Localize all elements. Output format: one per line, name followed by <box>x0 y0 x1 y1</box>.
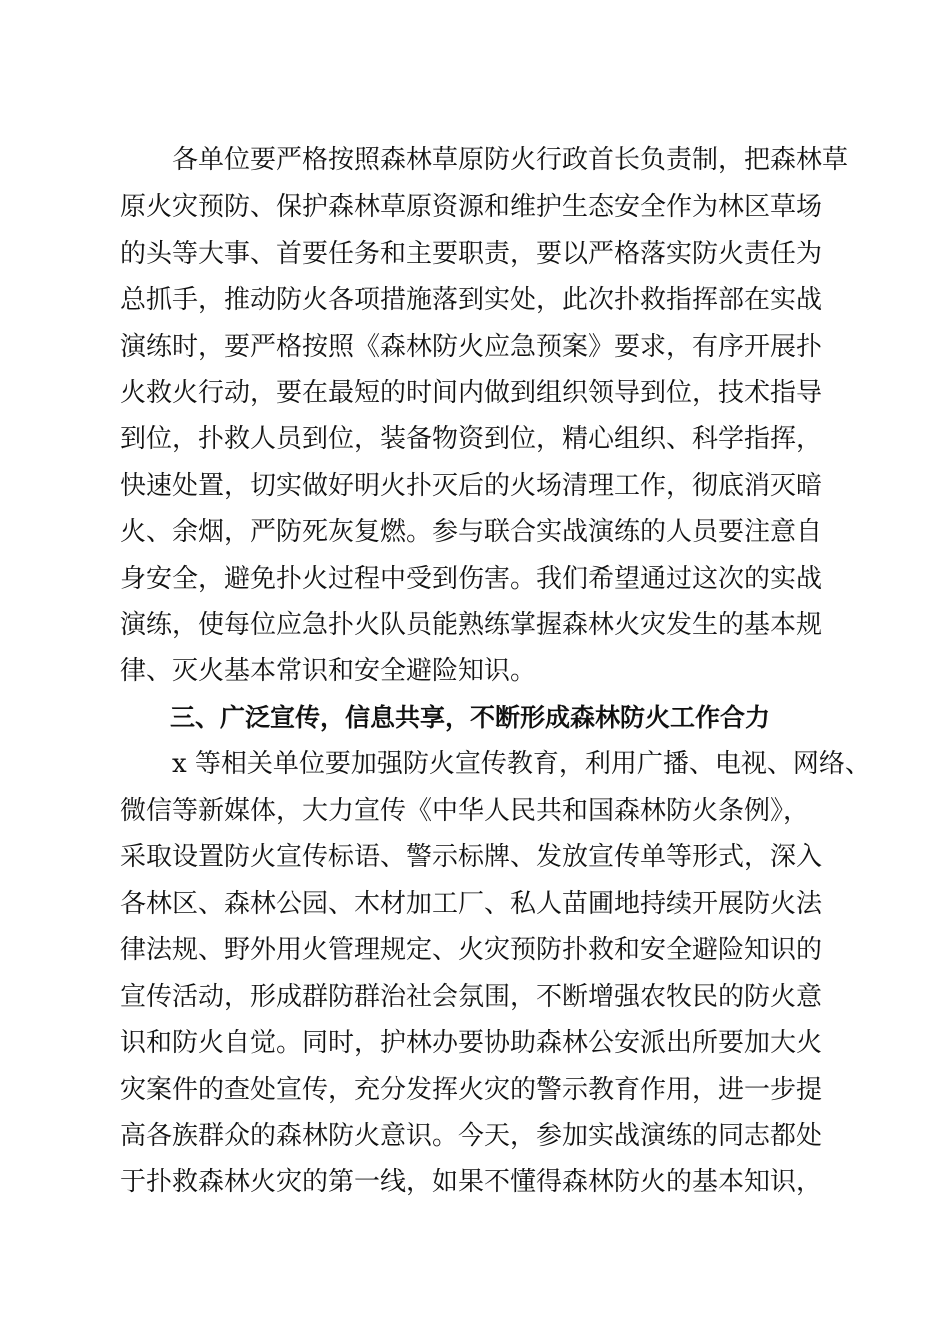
paragraph-line: x 等相关单位要加强防火宣传教育，利用广播、电视、网络、 <box>120 749 871 779</box>
paragraph-line: 原火灾预防、保护森林草原资源和维护生态安全作为林区草场 <box>120 192 823 222</box>
paragraph-line: 灾案件的查处宣传，充分发挥火灾的警示教育作用，进一步提 <box>120 1075 823 1105</box>
paragraph-line: 火救火行动，要在最短的时间内做到组织领导到位，技术指导 <box>120 378 823 408</box>
paragraph-line: 总抓手，推动防火各项措施落到实处，此次扑救指挥部在实战 <box>120 285 823 315</box>
section-heading: 三、广泛宣传，信息共享，不断形成森林防火工作合力 <box>120 703 771 732</box>
paragraph-line: 律、灭火基本常识和安全避险知识。 <box>120 656 537 686</box>
paragraph-line: 演练，使每位应急扑火队员能熟练掌握森林火灾发生的基本规 <box>120 610 823 640</box>
paragraph-line: 高各族群众的森林防火意识。今天，参加实战演练的同志都处 <box>120 1121 823 1151</box>
paragraph-line: 微信等新媒体，大力宣传《中华人民共和国森林防火条例》， <box>120 796 810 826</box>
paragraph-line: 各单位要严格按照森林草原防火行政首长负责制，把森林草 <box>120 145 849 175</box>
paragraph-line: 火、余烟，严防死灰复燃。参与联合实战演练的人员要注意自 <box>120 517 823 547</box>
paragraph-line: 律法规、野外用火管理规定、火灾预防扑救和安全避险知识的 <box>120 935 823 965</box>
paragraph-line: 到位，扑救人员到位，装备物资到位，精心组织、科学指挥， <box>120 424 823 454</box>
paragraph-line: 身安全，避免扑火过程中受到伤害。我们希望通过这次的实战 <box>120 564 823 594</box>
paragraph-line: 识和防火自觉。同时，护林办要协助森林公安派出所要加大火 <box>120 1028 823 1058</box>
paragraph-line: 各林区、森林公园、木材加工厂、私人苗圃地持续开展防火法 <box>120 889 823 919</box>
paragraph-line: 快速处置，切实做好明火扑灭后的火场清理工作，彻底消灭暗 <box>120 471 823 501</box>
paragraph-line: 演练时，要严格按照《森林防火应急预案》要求，有序开展扑 <box>120 332 823 362</box>
paragraph-line: 宣传活动，形成群防群治社会氛围，不断增强农牧民的防火意 <box>120 982 823 1012</box>
paragraph-line: 于扑救森林火灾的第一线，如果不懂得森林防火的基本知识， <box>120 1167 823 1197</box>
paragraph-line: 的头等大事、首要任务和主要职责，要以严格落实防火责任为 <box>120 239 823 269</box>
paragraph-line: 采取设置防火宣传标语、警示标牌、发放宣传单等形式，深入 <box>120 842 823 872</box>
